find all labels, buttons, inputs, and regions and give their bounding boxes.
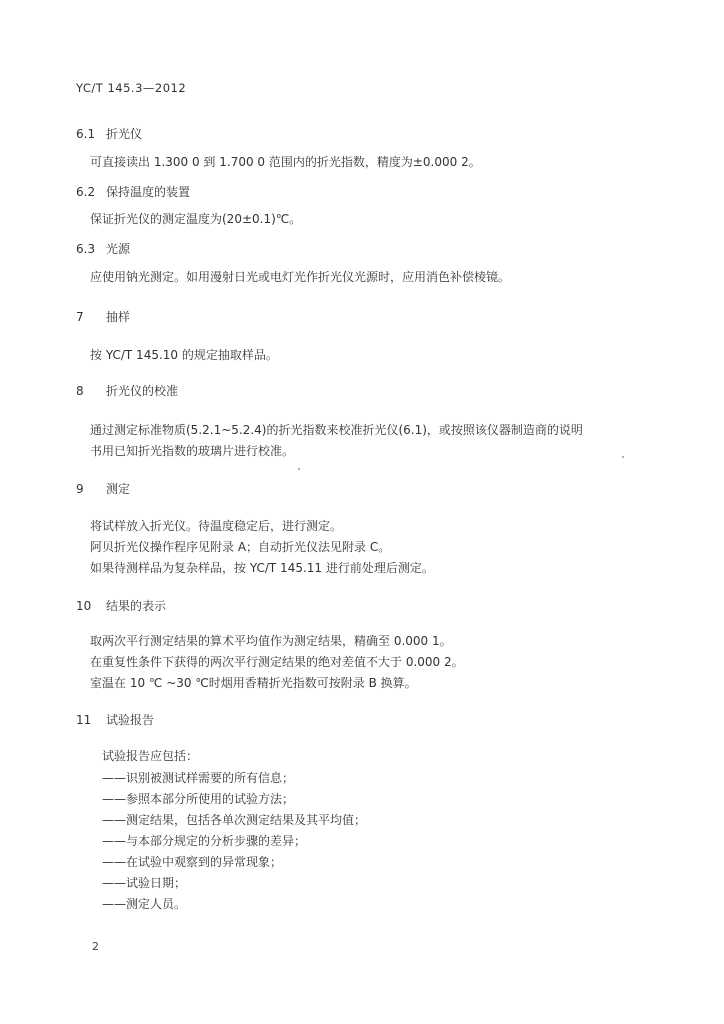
section-heading (76, 711, 154, 728)
paragraph-line: 可直接读出 1.300 0 到 1.700 0 范围内的折光指数，精度为±0.000 2。 (90, 155, 481, 169)
paragraph-line: 书用已知折光指数的玻璃片进行校准。 (90, 444, 295, 458)
scan-speck (298, 468, 300, 470)
list-item: ——在试验中观察到的异常现象； (102, 855, 283, 869)
paragraph-line: 取两次平行测定结果的算术平均值作为测定结果，精确至 0.000 1。 (90, 634, 452, 648)
section-number: 9 (76, 482, 84, 496)
section-title: 结果的表示 (106, 599, 167, 613)
section-number: 6.3 (76, 242, 96, 256)
section-number: 6.2 (76, 185, 96, 199)
section-title: 抽样 (106, 310, 131, 324)
paragraph-line: 将试样放入折光仪。待温度稳定后，进行测定。 (90, 519, 343, 533)
section-number: 6.1 (76, 127, 96, 141)
section-number: 10 (76, 599, 92, 613)
paragraph-line: 在重复性条件下获得的两次平行测定结果的绝对差值不大于 0.000 2。 (90, 655, 464, 669)
paragraph-line: 应使用钠光测定。如用漫射日光或电灯光作折光仪光源时，应用消色补偿棱镜。 (90, 270, 511, 284)
standard-number-header: YC/T 145.3—2012 (76, 81, 187, 95)
paragraph-line: 保证折光仪的测定温度为(20±0.1)℃。 (90, 212, 302, 226)
paragraph-line: 阿贝折光仪操作程序见附录 A；自动折光仪法见附录 C。 (90, 540, 391, 554)
section-title: 测定 (106, 482, 131, 496)
list-item: ——参照本部分所使用的试验方法； (102, 792, 295, 806)
list-item: ——试验日期； (102, 876, 187, 890)
paragraph-line: 按 YC/T 145.10 的规定抽取样品。 (90, 348, 278, 362)
page-number: 2 (92, 940, 99, 953)
section-title: 折光仪的校准 (106, 384, 179, 398)
section-title: 光源 (106, 242, 131, 256)
list-item: ——测定人员。 (102, 897, 187, 911)
section-heading (76, 183, 190, 200)
list-item: ——识别被测试样需要的所有信息； (102, 771, 295, 785)
section-number: 11 (76, 713, 92, 727)
paragraph-line: 如果待测样品为复杂样品，按 YC/T 145.11 进行前处理后测定。 (90, 561, 434, 575)
list-intro: 试验报告应包括： (102, 749, 199, 763)
scan-speck (622, 456, 624, 458)
section-heading (76, 382, 178, 399)
section-heading (76, 125, 142, 142)
section-heading (76, 240, 130, 257)
section-number: 8 (76, 384, 84, 398)
paragraph-line: 室温在 10 ℃ ~30 ℃时烟用香精折光指数可按附录 B 换算。 (90, 676, 417, 690)
section-heading (76, 480, 130, 497)
section-heading (76, 597, 166, 614)
section-number: 7 (76, 310, 84, 324)
paragraph-line: 通过测定标准物质(5.2.1~5.2.4)的折光指数来校准折光仪(6.1)，或按照该仪器制造商的说明 (90, 423, 583, 437)
section-heading (76, 308, 130, 325)
list-item: ——与本部分规定的分析步骤的差异； (102, 834, 307, 848)
section-title: 试验报告 (106, 713, 155, 727)
section-title: 保持温度的装置 (106, 185, 191, 199)
list-item: ——测定结果，包括各单次测定结果及其平均值； (102, 813, 367, 827)
section-title: 折光仪 (106, 127, 143, 141)
